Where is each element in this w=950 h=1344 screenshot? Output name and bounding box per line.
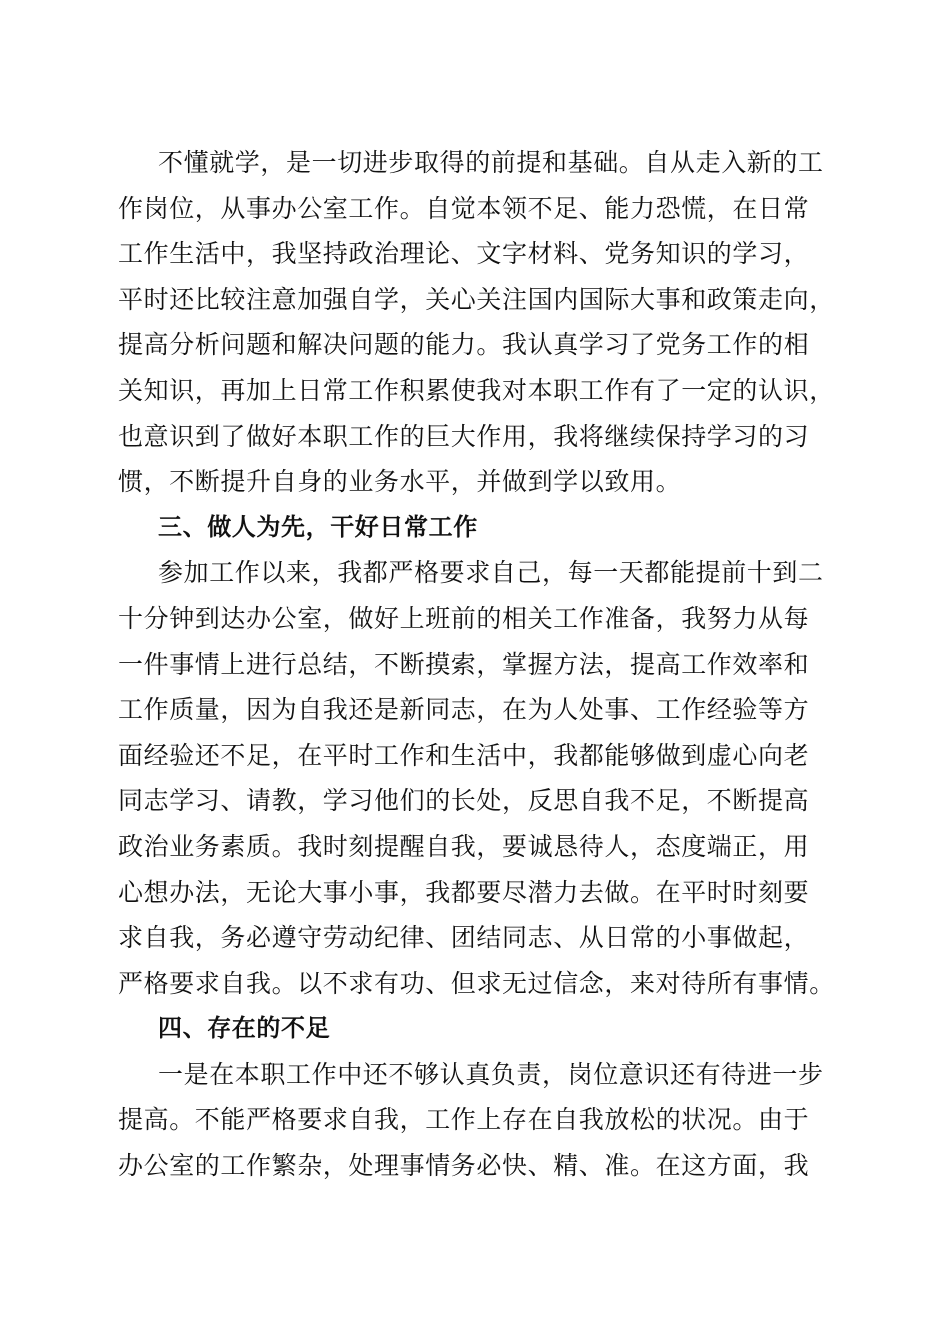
- text-line: 面经验还不足，在平时工作和生活中，我都能够做到虚心向老: [118, 740, 810, 770]
- paragraph-conduct: [118, 550, 835, 1006]
- text-line: 严格要求自我。以不求有功、但求无过信念，来对待所有事情。: [118, 968, 835, 998]
- text-line: 工作质量，因为自我还是新同志，在为人处事、工作经验等方: [118, 695, 810, 725]
- text-line: 关知识，再加上日常工作积累使我对本职工作有了一定的认识，: [118, 375, 835, 405]
- text-line: 同志学习、请教，学习他们的长处，反思自我不足，不断提高: [118, 786, 810, 816]
- text-line: 惯，不断提升自身的业务水平，并做到学以致用。: [118, 467, 682, 497]
- paragraph-shortcomings: [118, 1052, 830, 1189]
- text-line: 作岗位，从事办公室工作。自觉本领不足、能力恐慌，在日常: [118, 193, 810, 223]
- text-line: 提高分析问题和解决问题的能力。我认真学习了党务工作的相: [118, 330, 810, 360]
- text-line: 办公室的工作繁杂，处理事情务必快、精、准。在这方面，我: [118, 1151, 810, 1181]
- section-heading-3: 三、做人为先，干好日常工作: [158, 512, 478, 541]
- text-line: 不懂就学，是一切进步取得的前提和基础。自从走入新的工: [158, 148, 824, 177]
- text-line: 参加工作以来，我都严格要求自己，每一天都能提前十到二: [158, 558, 824, 588]
- text-line: 一是在本职工作中还不够认真负责，岗位意识还有待进一步: [158, 1059, 824, 1089]
- text-line: 十分钟到达办公室，做好上班前的相关工作准备，我努力从每: [118, 603, 810, 633]
- text-line: 一件事情上进行总结，不断摸索，掌握方法，提高工作效率和: [118, 649, 810, 679]
- text-line: 工作生活中，我坚持政治理论、文字材料、党务知识的学习，: [118, 239, 810, 269]
- text-line: 求自我，务必遵守劳动纪律、团结同志、从日常的小事做起，: [118, 923, 810, 953]
- document-body: [118, 140, 835, 1189]
- text-line: 政治业务素质。我时刻提醒自我，要诚恳待人，态度端正，用: [118, 831, 810, 861]
- section-heading-4: 四、存在的不足: [158, 1014, 331, 1043]
- text-line: 也意识到了做好本职工作的巨大作用，我将继续保持学习的习: [118, 421, 810, 451]
- paragraph-learning: [118, 140, 835, 505]
- text-line: 心想办法，无论大事小事，我都要尽潜力去做。在平时时刻要: [118, 877, 810, 907]
- text-line: 平时还比较注意加强自学，关心关注国内国际大事和政策走向，: [118, 284, 835, 314]
- text-line: 提高。不能严格要求自我，工作上存在自我放松的状况。由于: [118, 1105, 810, 1135]
